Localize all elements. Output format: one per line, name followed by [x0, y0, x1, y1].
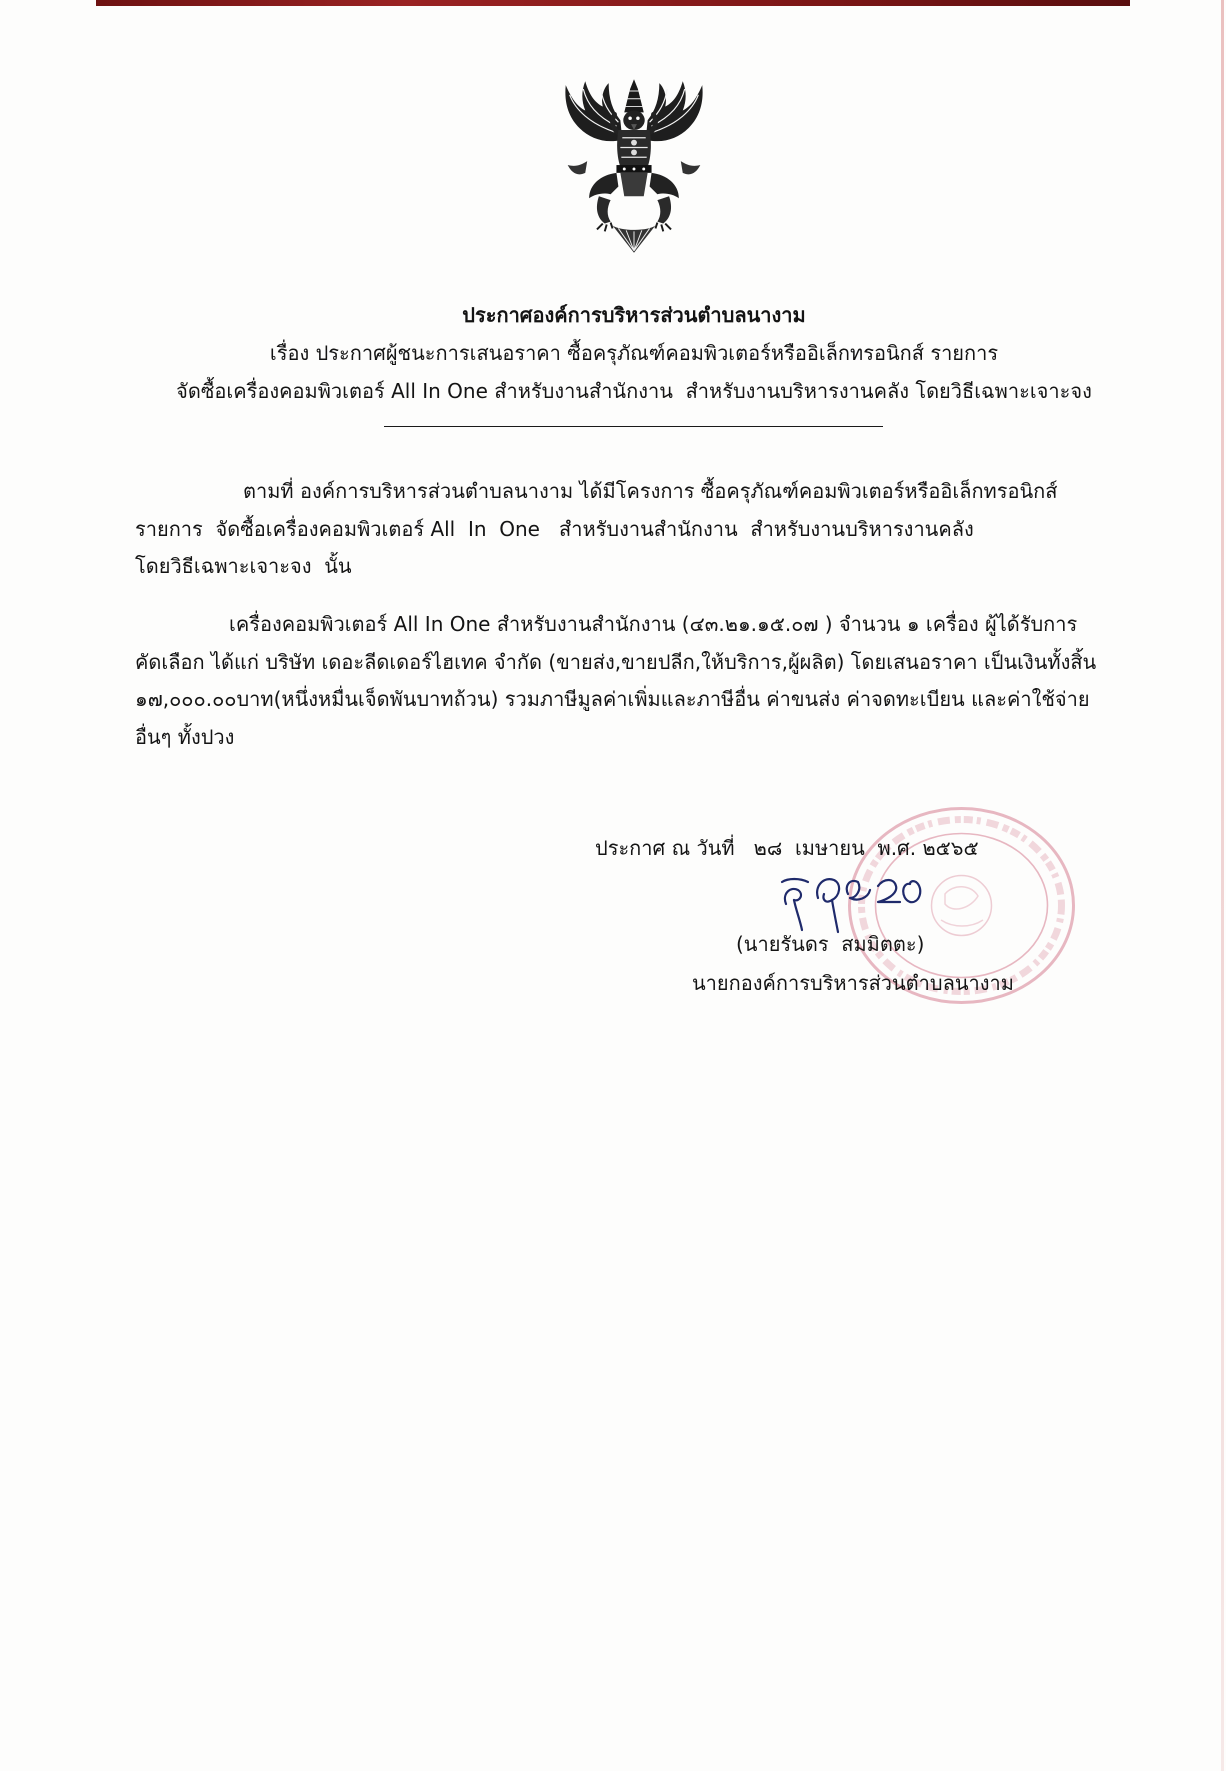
paragraph-1-line: โดยวิธีเฉพาะเจาะจง นั้น [135, 554, 352, 578]
announcement-date: ประกาศ ณ วันที่ ๒๘ เมษายน พ.ศ. ๒๕๖๕ [595, 836, 979, 860]
announcement-title: ประกาศองค์การบริหารส่วนตำบลนางาม [462, 303, 806, 327]
paragraph-2-line: เครื่องคอมพิวเตอร์ All In One สำหรับงานสำนักงาน (๔๓.๒๑.๑๕.๐๗ ) จำนวน ๑ เครื่อง ผู้ได้รับการ [229, 612, 1078, 636]
paragraph-2-line: ๑๗,๐๐๐.๐๐บาท(หนึ่งหมื่นเจ็ดพันบาทถ้วน) รวมภาษีมูลค่าเพิ่มและภาษีอื่น ค่าขนส่ง ค่าจดทะเบียน และค่าใช้จ่าย [135, 687, 1090, 711]
announcement-body [135, 473, 1110, 756]
paragraph-2 [135, 606, 1110, 756]
paragraph-1-line: ตามที่ องค์การบริหารส่วนตำบลนางาม ได้มีโครงการ ซื้อครุภัณฑ์คอมพิวเตอร์หรืออิเล็กทรอนิกส์ [243, 479, 1058, 503]
paragraph-1-line: รายการ จัดซื้อเครื่องคอมพิวเตอร์ All In One สำหรับงานสำนักงาน สำหรับงานบริหารงานคลัง [135, 516, 974, 541]
announcement-heading [140, 296, 1128, 410]
announcement-subject-line-1: เรื่อง ประกาศผู้ชนะการเสนอราคา ซื้อครุภัณฑ์คอมพิวเตอร์หรืออิเล็กทรอนิกส์ รายการ [269, 341, 999, 365]
scan-right-edge [1221, 0, 1224, 1771]
announcement-subject-line-2: จัดซื้อเครื่องคอมพิวเตอร์ All In One สำหรับงานสำนักงาน สำหรับงานบริหารงานคลัง โดยวิธีเฉพาะเจาะจง [176, 379, 1092, 403]
garuda-emblem [556, 78, 712, 256]
scan-edge-band [96, 0, 1130, 6]
signatory-title: นายกองค์การบริหารส่วนตำบลนางาม [692, 971, 1014, 995]
signatory-name: (นายรันดร สมมิตตะ) [736, 932, 925, 956]
emblem-right-half [646, 81, 703, 231]
emblem-left-half [565, 81, 622, 231]
paragraph-1 [135, 473, 1110, 586]
paragraph-2-line: คัดเลือก ได้แก่ บริษัท เดอะลีดเดอร์ไฮเทค จำกัด (ขายส่ง,ขายปลีก,ให้บริการ,ผู้ผลิต) โดยเสนอราคา เป็นเงินทั้งสิ้น [135, 649, 1097, 674]
heading-divider [384, 426, 883, 427]
paragraph-2-line: อื่นๆ ทั้งปวง [135, 724, 235, 749]
